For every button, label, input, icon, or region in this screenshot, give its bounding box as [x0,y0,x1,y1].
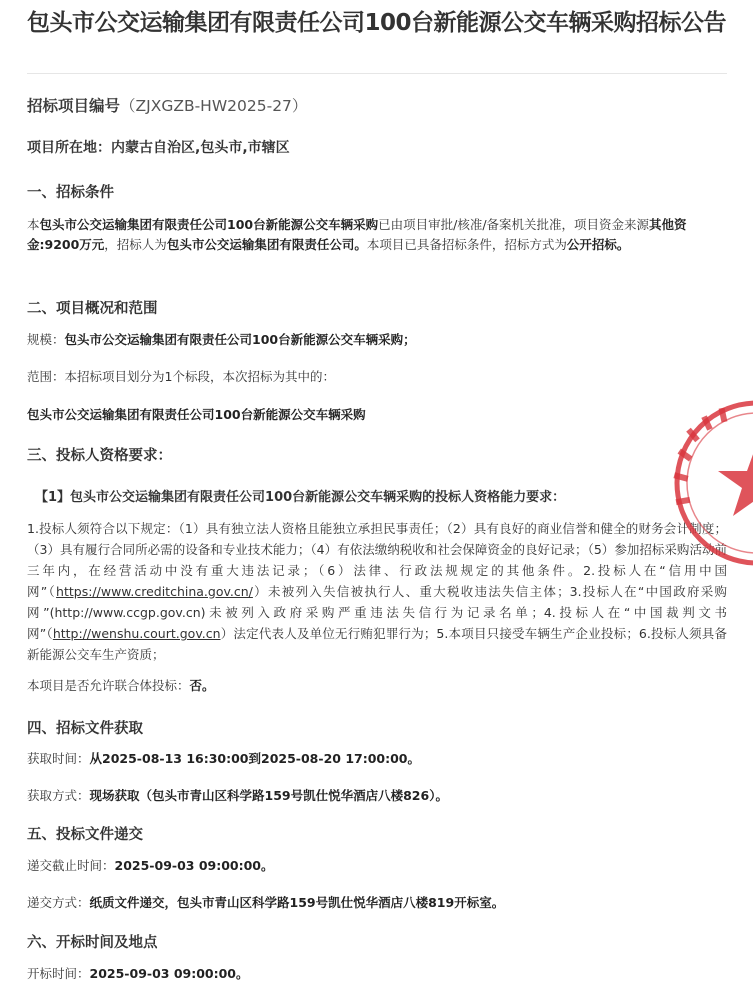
section-heading-bidding-conditions: 一、招标条件 [27,185,114,201]
project-number-label: 招标项目编号 [27,97,121,115]
qualification-title: 【1】包头市公交运输集团有限责任公司100台新能源公交车辆采购的投标人资格能力要求： [35,490,566,505]
funding-bold: 其他资金:9200万元 [27,217,687,252]
project-scale [27,330,727,350]
creditchina-link[interactable]: https://www.creditchina.gov.cn/ [56,584,253,599]
acquisition-method-value: 现场获取（包头市青山区科学路159号凯仕悦华酒店八楼826）。 [89,788,448,803]
acquisition-time [27,749,727,769]
acquisition-time-label: 获取时间： [27,751,90,766]
requirements-text: ）未被列入失信被执行人、重大税收违法失信主体；3.投标人在“中国政府采购网”(http://www.ccgp.gov.cn)未被列入政府采购严重违法失信行为记录名单；4.投标人在“中国裁判文书网”（ [27,584,727,641]
wenshu-link[interactable]: http://wenshu.court.gov.cn [52,626,221,641]
text-segment: 本 [27,217,40,232]
section-heading-qualifications: 三、投标人资格要求： [27,448,172,464]
lot-name [27,405,727,425]
project-range: 范围：本招标项目划分为1个标段，本次招标为其中的： [27,369,335,384]
section-heading-document-acquisition: 四、招标文件获取 [27,721,143,737]
opening-time-value: 2025-09-03 09:00:00。 [89,966,249,981]
qualification-requirements [27,518,727,665]
project-name-bold: 包头市公交运输集团有限责任公司100台新能源公交车辆采购 [39,217,379,232]
project-location [27,137,290,157]
deadline-label: 递交截止时间： [27,858,115,873]
lot-name-bold: 包头市公交运输集团有限责任公司100台新能源公交车辆采购 [27,407,366,422]
tenderer-bold: 包头市公交运输集团有限责任公司。 [166,237,367,252]
text-segment: ，招标人为 [104,237,167,252]
project-number [27,94,307,116]
submission-method [27,893,727,913]
submission-method-value: 纸质文件递交，包头市青山区科学路159号凯仕悦华酒店八楼819开标室。 [89,895,505,910]
scale-value: 包头市公交运输集团有限责任公司100台新能源公交车辆采购； [64,332,416,347]
consortium-bidding [27,676,727,696]
deadline-value: 2025-09-03 09:00:00。 [114,858,274,873]
location-value: 内蒙古自治区,包头市,市辖区 [111,140,290,156]
submission-method-label: 递交方式： [27,895,90,910]
bidding-conditions-text [27,215,727,255]
bidding-method-bold: 公开招标。 [566,237,630,252]
page-title: 包头市公交运输集团有限责任公司100台新能源公交车辆采购招标公告 [27,10,727,36]
section-heading-project-overview: 二、项目概况和范围 [27,301,158,317]
acquisition-method [27,786,727,806]
location-label: 项目所在地： [27,140,111,156]
opening-time [27,964,727,984]
section-heading-bid-submission: 五、投标文件递交 [27,827,143,843]
divider [27,73,727,74]
consortium-value: 否。 [189,678,215,693]
acquisition-method-label: 获取方式： [27,788,90,803]
text-segment: 本项目已具备招标条件，招标方式为 [366,237,567,252]
submission-deadline [27,856,727,876]
text-segment: 已由项目审批/核准/备案机关批准，项目资金来源 [378,217,650,232]
seal-star-icon [718,443,753,516]
acquisition-time-value: 从2025-08-13 16:30:00到2025-08-20 17:00:00。 [89,751,420,766]
requirements-text: 1.投标人须符合以下规定：（1）具有独立法人资格且能独立承担民事责任；（2）具有良好的商业信誉和健全的财务会计制度；（3）具有履行合同所必需的设备和专业技术能力；（4）有依法缴纳税收和社会保障资金的良好记录；（5）参加招标采购活动前三年内，在经营活动中没有重大违法记录；（6）法律、行政法规规定的其他条件。2.投标人在“信用中国网”（ [27,521,727,599]
consortium-label: 本项目是否允许联合体投标： [27,678,190,693]
scale-label: 规模： [27,332,65,347]
project-number-code: （ZJXGZB-HW2025-27） [120,97,308,115]
opening-time-label: 开标时间： [27,966,90,981]
requirements-text: ）法定代表人及单位无行贿犯罪行为；5.本项目只接受车辆生产企业投标；6.投标人须具备新能源公交车生产资质； [27,626,727,662]
section-heading-bid-opening: 六、开标时间及地点 [27,935,158,951]
official-seal-stamp [672,398,753,568]
